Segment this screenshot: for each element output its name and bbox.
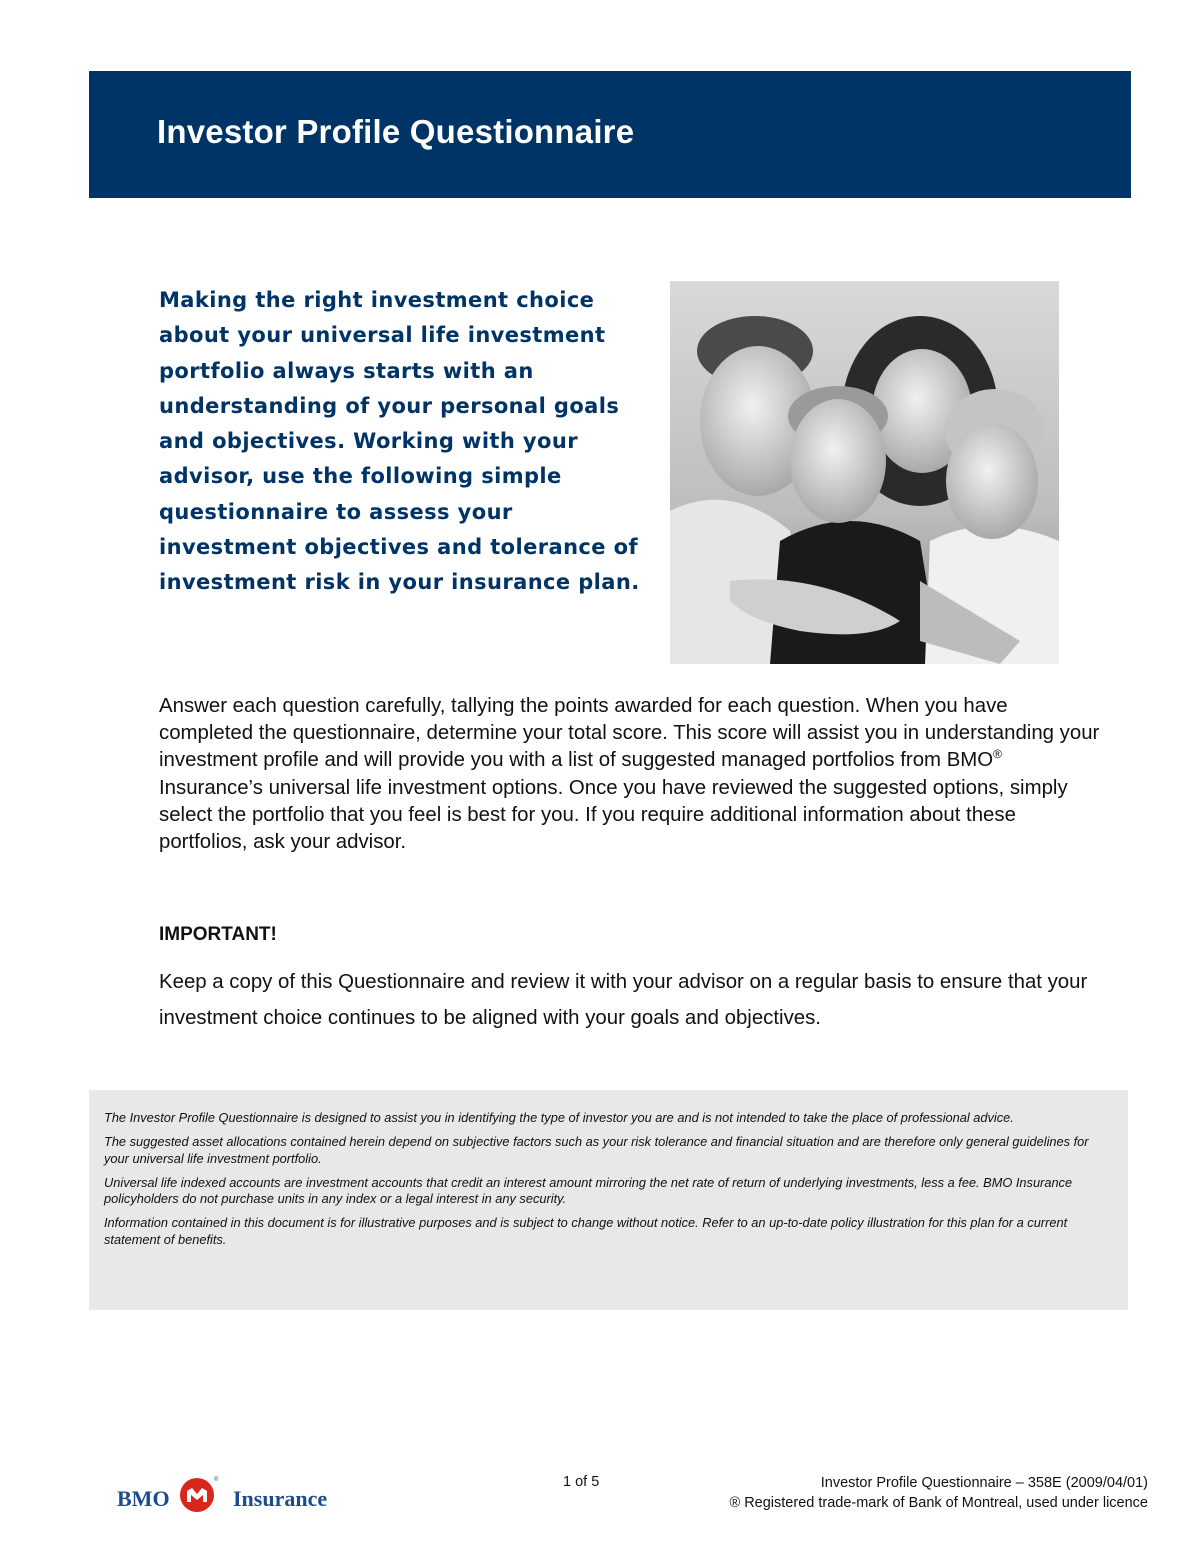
- svg-text:®: ®: [214, 1477, 219, 1483]
- logo-bmo-text: BMO: [117, 1486, 170, 1511]
- intro-paragraph: Making the right investment choice about your universal life investment portfolio always starts with an understanding of your personal goals and objectives. Working with your advisor, use the following simple questionnaire to assess your investment objectives and tolerance of investment risk in your insurance plan.: [159, 288, 640, 595]
- family-photo: [670, 281, 1059, 664]
- instructions-part-1: Answer each question carefully, tallying the points awarded for each question. When you have completed the questionnaire, determine your total score. This score will assist you in understanding your investment profile and will provide you with a list of suggested managed portfolios from BMO: [159, 695, 1100, 772]
- header-band: [89, 71, 1131, 198]
- disclaimer-1: The Investor Profile Questionnaire is designed to assist you in identifying the type of investor you are and is not intended to take the place of professional advice.: [104, 1110, 1014, 1125]
- registered-mark: ®: [993, 747, 1002, 762]
- bmo-roundel-icon: [174, 1472, 220, 1518]
- page-title: Investor Profile Questionnaire: [157, 113, 635, 150]
- disclaimer-3: Universal life indexed accounts are investment accounts that credit an interest amount mirroring the net rate of return of underlying investments, less a fee. BMO Insurance policyholders do not purchase units in any index or a legal interest in any security.: [104, 1174, 1073, 1207]
- family-photo-icon: [670, 281, 1059, 664]
- important-heading: IMPORTANT!: [159, 924, 277, 945]
- page-number: 1 of 5: [563, 1474, 600, 1490]
- disclaimer-2: The suggested asset allocations contained herein depend on subjective factors such as your risk tolerance and financial situation and are therefore only general guidelines for your universal life investment portfolio.: [104, 1134, 1089, 1166]
- instructions-paragraph: [159, 693, 1104, 856]
- disclaimer-4: Information contained in this document is for illustrative purposes and is subject to change without notice. Refer to an up-to-date policy illustration for this plan for a current statement of benefits.: [104, 1215, 1068, 1248]
- disclaimer-box: [89, 1090, 1128, 1310]
- footer-info: [729, 1474, 1148, 1513]
- trademark-notice: ® Registered trade-mark of Bank of Montreal, used under licence: [729, 1494, 1148, 1511]
- important-text: Keep a copy of this Questionnaire and review it with your advisor on a regular basis to ensure that your investment choice continues to be aligned with your goals and objectives.: [159, 971, 1088, 1029]
- bmo-insurance-logo: [117, 1471, 357, 1521]
- logo-insurance-text: Insurance: [233, 1486, 328, 1511]
- instructions-part-2: Insurance’s universal life investment options. Once you have reviewed the suggested options, simply select the portfolio that you feel is best for you. If you require additional information about these portfolios, ask your advisor.: [159, 776, 1068, 854]
- document-id: Investor Profile Questionnaire – 358E (2009/04/01): [820, 1475, 1148, 1491]
